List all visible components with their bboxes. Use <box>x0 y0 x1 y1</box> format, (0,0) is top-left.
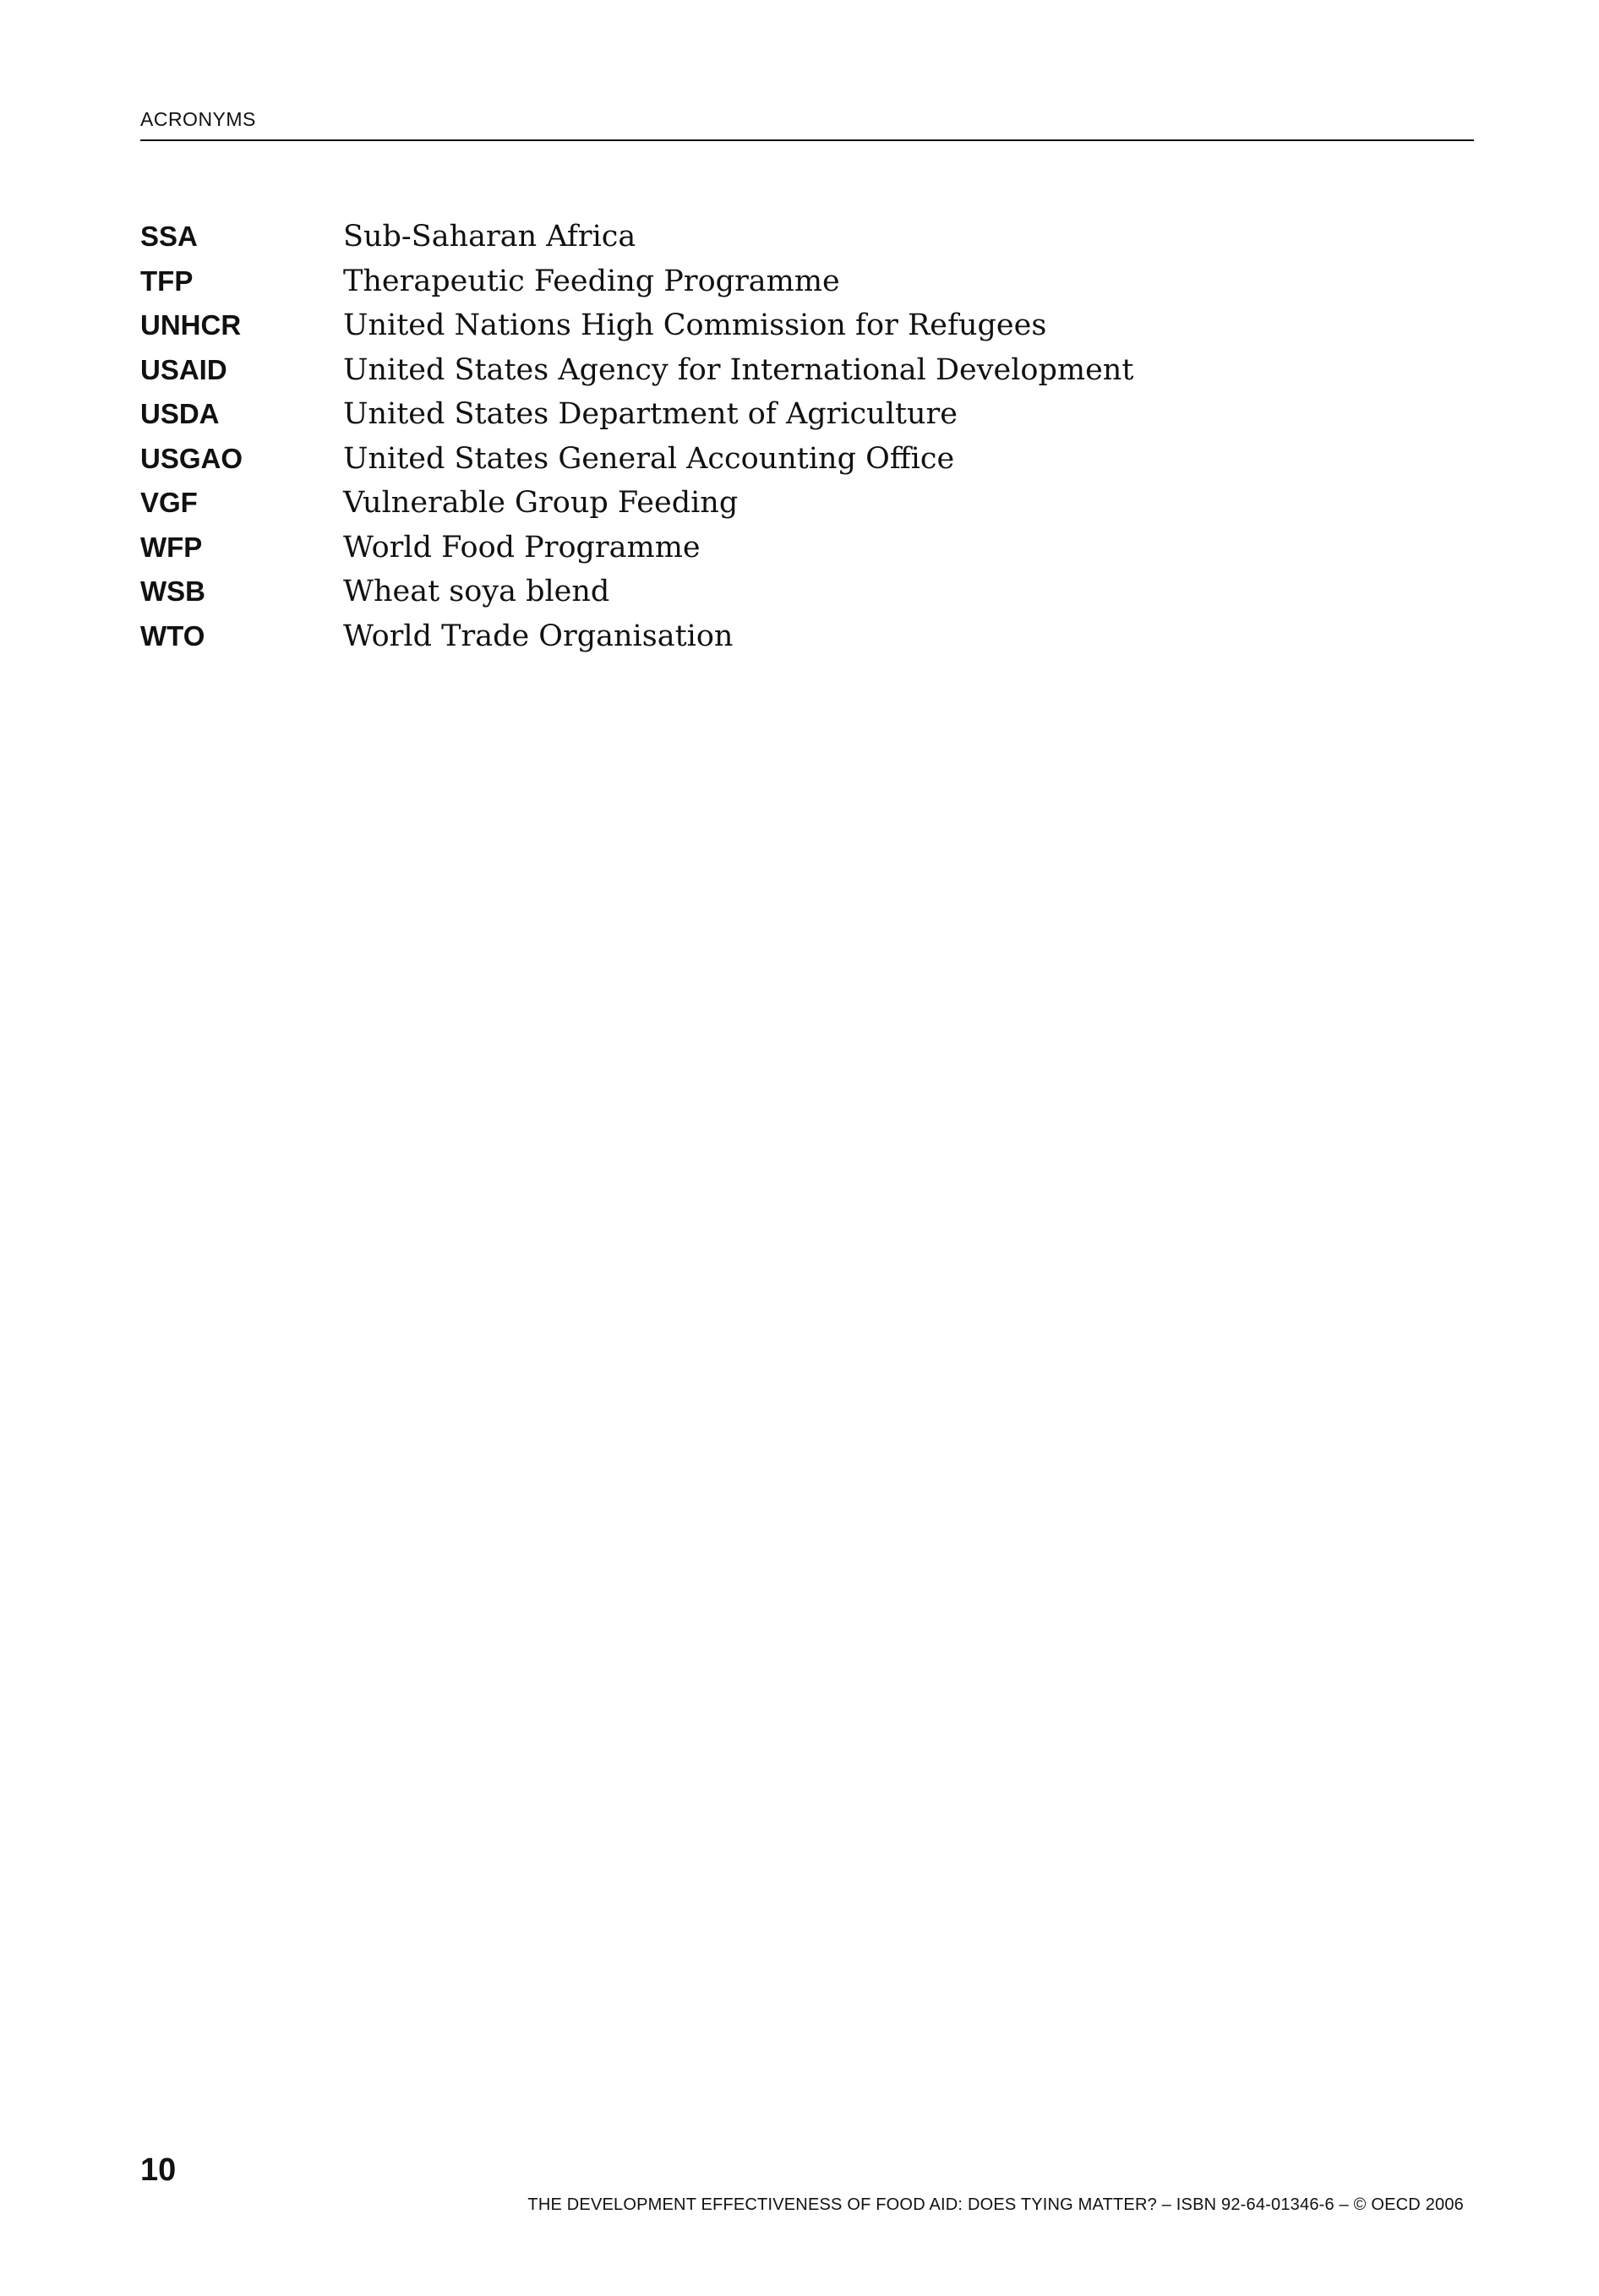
acronym-expansion: World Food Programme <box>343 530 701 564</box>
acronym-expansion: United States Agency for International Development <box>343 352 1134 387</box>
page-number: 10 <box>140 2152 177 2188</box>
acronym-row <box>140 531 1133 575</box>
acronym-code: USGAO <box>140 442 243 474</box>
acronym-code: USAID <box>140 353 227 385</box>
acronym-code: TFP <box>140 265 194 297</box>
acronym-expansion: Therapeutic Feeding Programme <box>343 264 840 298</box>
acronym-row <box>140 220 1133 265</box>
acronym-expansion: United States Department of Agriculture <box>343 397 958 431</box>
footer-publication-line: THE DEVELOPMENT EFFECTIVENESS OF FOOD AID: DOES TYING MATTER? – ISBN 92-64-01346-6 – © OECD 2006 <box>527 2195 1464 2214</box>
acronym-expansion: Sub-Saharan Africa <box>343 220 636 254</box>
acronym-row <box>140 353 1133 398</box>
acronym-code: SSA <box>140 221 198 252</box>
acronym-expansion: Vulnerable Group Feeding <box>343 486 739 520</box>
acronym-expansion: United Nations High Commission for Refugees <box>343 308 1047 342</box>
acronym-list <box>140 220 1133 663</box>
acronym-row <box>140 397 1133 442</box>
acronym-code: UNHCR <box>140 309 242 341</box>
acronym-row <box>140 265 1133 309</box>
acronym-expansion: World Trade Organisation <box>343 619 734 653</box>
acronym-row <box>140 619 1133 664</box>
acronym-expansion: United States General Accounting Office <box>343 441 955 476</box>
acronym-row <box>140 575 1133 619</box>
running-head: ACRONYMS <box>140 108 256 130</box>
acronym-expansion: Wheat soya blend <box>343 575 610 608</box>
acronym-row <box>140 442 1133 487</box>
acronym-row <box>140 486 1133 531</box>
header-rule <box>140 139 1474 141</box>
acronym-row <box>140 308 1133 353</box>
acronym-code: WFP <box>140 531 203 563</box>
acronym-code: WTO <box>140 619 205 652</box>
acronym-code: WSB <box>140 575 205 607</box>
acronym-code: USDA <box>140 398 220 429</box>
acronym-code: VGF <box>140 487 198 518</box>
